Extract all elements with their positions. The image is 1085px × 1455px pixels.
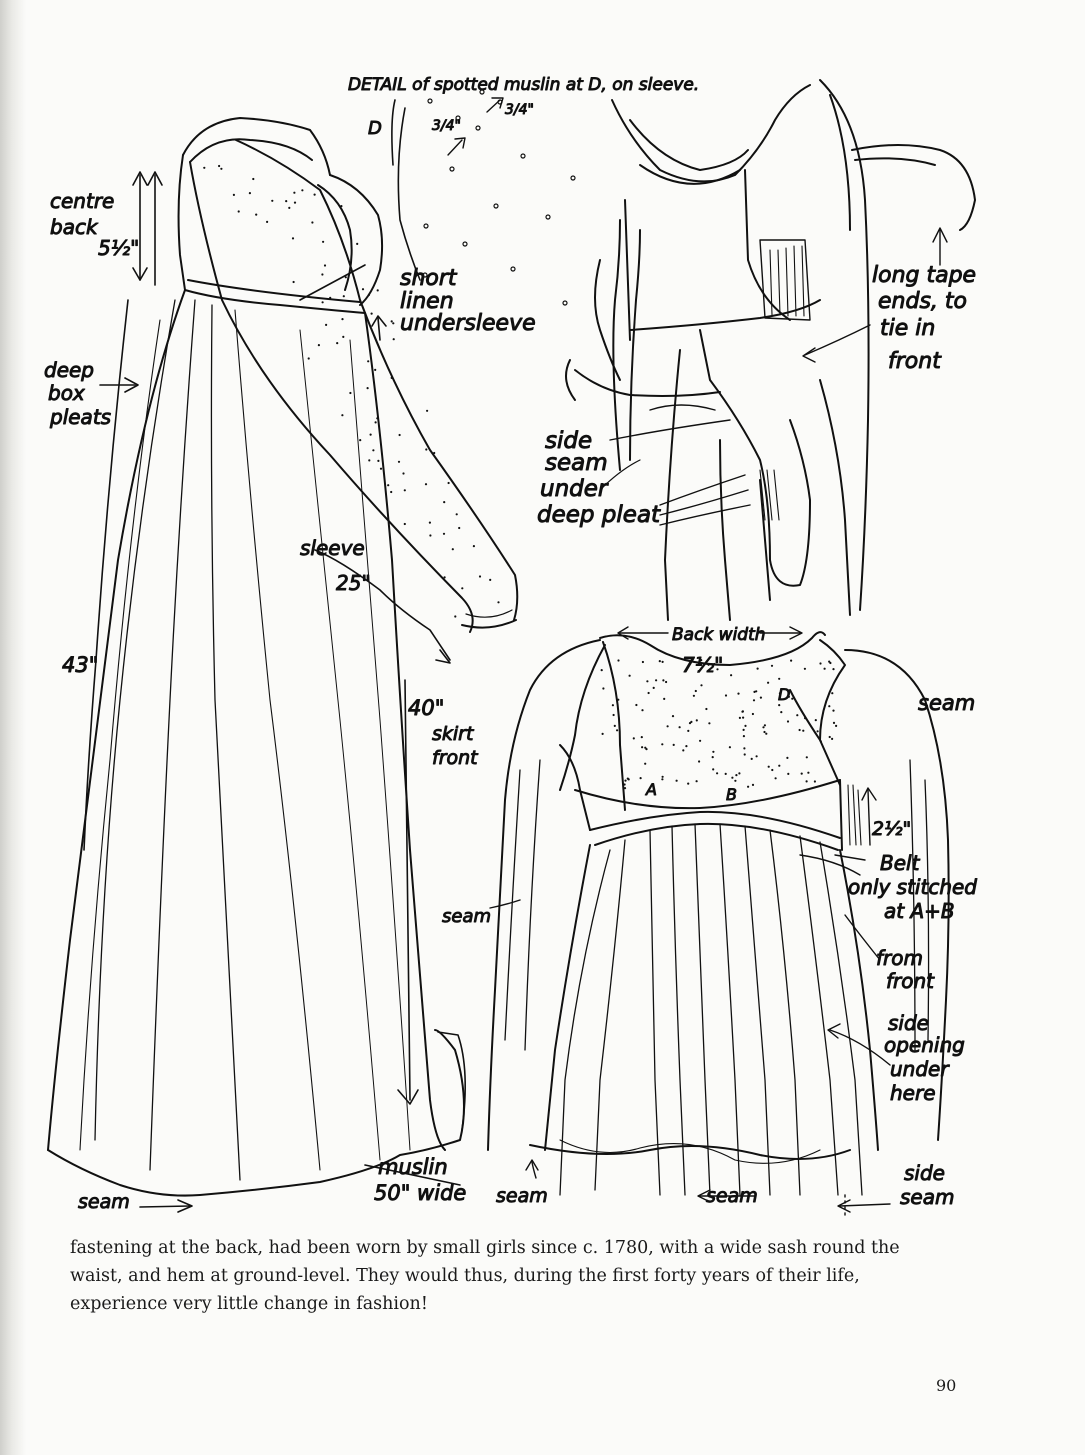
muslin-spot	[819, 662, 821, 664]
muslin-spot	[755, 690, 757, 692]
muslin-spot	[804, 717, 806, 719]
muslin-spot	[391, 377, 393, 379]
muslin-spot	[712, 751, 714, 753]
long-tape-2: ends, to	[878, 289, 967, 314]
centre-back-value: 5½"	[98, 236, 140, 260]
seam-left-label: seam	[442, 906, 492, 927]
muslin-spot	[340, 205, 342, 207]
seam-bottom-1: seam	[78, 1191, 130, 1213]
muslin-spot	[325, 324, 327, 326]
muslin-spot	[233, 194, 235, 196]
muslin-spot	[426, 410, 428, 412]
muslin-spot	[399, 434, 401, 436]
muslin-spot	[778, 765, 780, 767]
muslin-spot	[731, 777, 733, 779]
muslin-label-1: muslin	[378, 1155, 448, 1179]
muslin-spot	[699, 740, 701, 742]
muslin-spot	[780, 711, 782, 713]
muslin-spot	[661, 778, 663, 780]
muslin-spot	[367, 360, 369, 362]
muslin-spot	[322, 241, 324, 243]
back-view-dots	[601, 659, 838, 789]
muslin-spot	[645, 748, 647, 750]
muslin-spot	[835, 725, 837, 727]
from-front-2: front	[886, 969, 935, 993]
detail-title: DETAIL of spotted muslin at D, on sleeve.	[348, 75, 700, 95]
detail-d-label: D	[368, 118, 382, 139]
muslin-spot	[734, 780, 736, 782]
muslin-spot	[829, 736, 831, 738]
muslin-spot	[285, 200, 287, 202]
muslin-spot	[801, 773, 803, 775]
seam-bottom-3: seam	[706, 1185, 758, 1207]
belt-label-1: Belt	[880, 851, 920, 875]
muslin-spot	[635, 704, 637, 706]
muslin-spot	[614, 725, 616, 727]
muslin-spot	[479, 575, 481, 577]
muslin-spot	[778, 704, 780, 706]
muslin-spot	[293, 192, 295, 194]
muslin-spot	[336, 342, 338, 344]
muslin-spot	[807, 772, 809, 774]
belt-label-3: at A+B	[884, 899, 955, 923]
muslin-spot	[266, 221, 268, 223]
deep-box-pleats-3: pleats	[50, 405, 112, 429]
back-width-label: Back width	[672, 625, 766, 645]
muslin-spot	[249, 192, 251, 194]
muslin-spot	[341, 318, 343, 320]
muslin-spot	[641, 736, 643, 738]
side-opening-3: under	[890, 1057, 949, 1081]
muslin-spot	[343, 295, 345, 297]
muslin-spot	[725, 694, 727, 696]
muslin-spot	[393, 338, 395, 340]
muslin-spot	[786, 757, 788, 759]
muslin-spot	[402, 472, 404, 474]
muslin-spot	[696, 719, 698, 721]
muslin-spot	[814, 780, 816, 782]
muslin-spot	[452, 548, 454, 550]
muslin-spot	[655, 679, 657, 681]
side-seam-bottom-2: seam	[900, 1185, 955, 1209]
muslin-spot	[831, 738, 833, 740]
muslin-spot	[787, 720, 789, 722]
side-opening-1: side	[888, 1011, 929, 1035]
muslin-spot	[685, 745, 687, 747]
muslin-spot	[425, 448, 427, 450]
muslin-spot	[765, 733, 767, 735]
muslin-spot	[294, 202, 296, 204]
muslin-spot	[377, 460, 379, 462]
muslin-spot	[662, 661, 664, 663]
muslin-spot	[376, 417, 378, 419]
muslin-spot	[832, 710, 834, 712]
muslin-spot	[322, 301, 324, 303]
muslin-spot	[425, 483, 427, 485]
muslin-spot	[359, 439, 361, 441]
muslin-spot	[318, 344, 320, 346]
back-view-pleats	[505, 760, 929, 1195]
muslin-spot	[831, 692, 833, 694]
muslin-spot	[752, 713, 754, 715]
muslin-spot	[238, 210, 240, 212]
long-tape-4: front	[888, 349, 941, 374]
muslin-spot	[370, 434, 372, 436]
side-opening-2: opening	[884, 1033, 965, 1057]
muslin-spot	[443, 533, 445, 535]
muslin-spot	[311, 221, 313, 223]
muslin-spot	[730, 674, 732, 676]
muslin-spot	[661, 743, 663, 745]
muslin-spot	[696, 780, 698, 782]
muslin-spot	[301, 189, 303, 191]
muslin-spot	[497, 601, 499, 603]
muslin-spot	[624, 780, 626, 782]
muslin-spot	[751, 758, 753, 760]
muslin-spot	[624, 787, 626, 789]
muslin-spot	[832, 668, 834, 670]
muslin-spot	[341, 414, 343, 416]
short-undersleeve-3: undersleeve	[400, 311, 536, 336]
muslin-spot	[218, 165, 220, 167]
muslin-spot	[673, 744, 675, 746]
muslin-spot	[778, 678, 780, 680]
muslin-spot	[640, 777, 642, 779]
side-seam-label-1: side	[545, 428, 593, 454]
side-seam-label-3: under	[540, 476, 608, 502]
muslin-spot	[767, 682, 769, 684]
muslin-spot	[771, 769, 773, 771]
muslin-spot	[787, 773, 789, 775]
body-line-1: fastening at the back, had been worn by small girls since c. 1780, with a wide sash round the	[70, 1238, 900, 1258]
long-tape-3: tie in	[880, 316, 936, 341]
muslin-spot	[665, 681, 667, 683]
muslin-spot	[454, 615, 456, 617]
muslin-spot	[775, 777, 777, 779]
muslin-spot	[392, 322, 394, 324]
muslin-spot	[387, 484, 389, 486]
muslin-spot	[676, 780, 678, 782]
muslin-spot	[682, 749, 684, 751]
muslin-spot	[672, 715, 674, 717]
muslin-spot	[771, 665, 773, 667]
muslin-spot	[753, 699, 755, 701]
muslin-spot	[489, 579, 491, 581]
muslin-spot	[456, 513, 458, 515]
muslin-spot	[404, 523, 406, 525]
muslin-spot	[663, 698, 665, 700]
muslin-spot	[752, 784, 754, 786]
muslin-spot	[735, 774, 737, 776]
muslin-spot	[802, 730, 804, 732]
muslin-spot	[806, 780, 808, 782]
muslin-spot	[667, 725, 669, 727]
muslin-spot	[627, 778, 629, 780]
muslin-spot	[790, 660, 792, 662]
muslin-spot	[743, 729, 745, 731]
muslin-spot	[833, 722, 835, 724]
page-number: 90	[936, 1376, 957, 1395]
muslin-spot	[308, 357, 310, 359]
muslin-spot	[743, 735, 745, 737]
side-seam-bottom-1: side	[904, 1161, 945, 1185]
muslin-spot	[314, 194, 316, 196]
muslin-spot	[662, 679, 664, 681]
muslin-spot	[602, 733, 604, 735]
belt-width-value: 2½"	[872, 818, 912, 840]
muslin-spot	[687, 730, 689, 732]
short-undersleeve-2: linen	[400, 289, 454, 314]
muslin-spot	[461, 587, 463, 589]
muslin-spot	[764, 724, 766, 726]
muslin-spot	[624, 783, 626, 785]
point-a-label: A	[646, 780, 657, 799]
muslin-spot	[739, 717, 741, 719]
muslin-spot	[737, 693, 739, 695]
muslin-spot	[293, 281, 295, 283]
muslin-spot	[368, 459, 370, 461]
short-undersleeve-1: short	[400, 266, 457, 291]
muslin-spot	[633, 737, 635, 739]
muslin-spot	[744, 725, 746, 727]
muslin-spot	[617, 699, 619, 701]
muslin-spot	[743, 747, 745, 749]
muslin-spot	[796, 714, 798, 716]
muslin-label-2: 50" wide	[374, 1181, 467, 1205]
muslin-spot	[255, 214, 257, 216]
muslin-spot	[641, 746, 643, 748]
muslin-spot	[815, 719, 817, 721]
muslin-spot	[708, 722, 710, 724]
muslin-spot	[367, 387, 369, 389]
skirt-front-2: front	[432, 747, 478, 769]
long-tape-1: long tape	[872, 263, 977, 288]
muslin-spot	[448, 482, 450, 484]
muslin-spot	[689, 722, 691, 724]
body-line-3: experience very little change in fashion!	[70, 1294, 428, 1314]
sleeve-label: sleeve	[300, 536, 365, 560]
back-view-hatching	[848, 785, 861, 845]
muslin-spot	[693, 695, 695, 697]
muslin-spot	[641, 709, 643, 711]
muslin-spot	[824, 668, 826, 670]
side-seam-label-2: seam	[545, 450, 608, 476]
muslin-spot	[760, 697, 762, 699]
muslin-spot	[695, 690, 697, 692]
muslin-spot	[433, 452, 435, 454]
seam-right-label: seam	[918, 691, 976, 715]
muslin-spot	[324, 264, 326, 266]
muslin-spot	[601, 669, 603, 671]
muslin-spot	[642, 661, 644, 663]
muslin-spot	[374, 369, 376, 371]
detail-three-quarter-1: 3/4"	[432, 118, 461, 134]
muslin-spot	[375, 421, 377, 423]
detail-edge-lines	[392, 100, 420, 280]
muslin-spot	[799, 729, 801, 731]
body-paragraph	[70, 1234, 960, 1318]
muslin-spot	[806, 756, 808, 758]
muslin-spot	[429, 534, 431, 536]
muslin-spot	[804, 668, 806, 670]
muslin-spot	[444, 576, 446, 578]
muslin-spot	[404, 489, 406, 491]
muslin-spot	[616, 729, 618, 731]
muslin-spot	[700, 684, 702, 686]
muslin-spot	[398, 461, 400, 463]
muslin-spot	[756, 755, 758, 757]
muslin-spot	[644, 763, 646, 765]
muslin-spot	[762, 726, 764, 728]
muslin-spot	[252, 178, 254, 180]
back-view-measurements	[490, 627, 890, 1215]
muslin-spot	[679, 726, 681, 728]
muslin-spot	[738, 772, 740, 774]
muslin-spot	[473, 545, 475, 547]
muslin-spot	[203, 167, 205, 169]
muslin-spot	[458, 527, 460, 529]
muslin-spot	[712, 768, 714, 770]
muslin-spot	[380, 468, 382, 470]
length-40-label: 40"	[408, 696, 445, 720]
muslin-spot	[390, 491, 392, 493]
muslin-spot	[368, 294, 370, 296]
muslin-spot	[349, 392, 351, 394]
muslin-spot	[817, 730, 819, 732]
muslin-spot	[828, 661, 830, 663]
muslin-spot	[662, 776, 664, 778]
bodice-detail-hatching	[760, 246, 804, 520]
muslin-spot	[757, 668, 759, 670]
muslin-spot	[653, 687, 655, 689]
muslin-spot	[716, 772, 718, 774]
back-width-value: 7½"	[682, 653, 724, 677]
muslin-spot	[371, 313, 373, 315]
muslin-spot	[602, 687, 604, 689]
muslin-spot	[613, 714, 615, 716]
muslin-spot	[617, 659, 619, 661]
deep-box-pleats-1: deep	[44, 358, 94, 382]
muslin-spot	[321, 273, 323, 275]
muslin-spot	[763, 731, 765, 733]
muslin-spot	[342, 336, 344, 338]
centre-back-label-1: centre	[50, 189, 115, 213]
muslin-spot	[391, 320, 393, 322]
sleeve-value: 25"	[336, 571, 371, 595]
muslin-spot	[687, 783, 689, 785]
muslin-spot	[288, 207, 290, 209]
from-front-1: from	[876, 946, 923, 970]
muslin-spot	[791, 698, 793, 700]
muslin-spot	[741, 711, 743, 713]
muslin-spot	[362, 288, 364, 290]
length-43-label: 43"	[62, 653, 99, 677]
belt-label-2: only stitched	[848, 875, 977, 899]
muslin-spot	[429, 522, 431, 524]
muslin-spot	[705, 708, 707, 710]
muslin-spot	[698, 760, 700, 762]
muslin-spot	[646, 680, 648, 682]
annotations	[44, 75, 977, 1213]
muslin-spot	[356, 243, 358, 245]
muslin-spot	[443, 501, 445, 503]
muslin-spot	[659, 660, 661, 662]
muslin-spot	[629, 675, 631, 677]
muslin-spot	[768, 766, 770, 768]
skirt-front-1: skirt	[432, 723, 474, 745]
muslin-spot	[712, 756, 714, 758]
detail-three-quarter-2: 3/4"	[505, 102, 534, 118]
muslin-spot	[329, 297, 331, 299]
deep-box-pleats-2: box	[48, 381, 85, 405]
muslin-spot	[725, 773, 727, 775]
seam-bottom-2: seam	[496, 1185, 548, 1207]
muslin-spot	[292, 237, 294, 239]
muslin-spot	[820, 740, 822, 742]
muslin-spot	[612, 704, 614, 706]
muslin-spot	[729, 746, 731, 748]
muslin-spot	[744, 753, 746, 755]
muslin-spot	[828, 705, 830, 707]
side-opening-4: here	[890, 1081, 936, 1105]
muslin-spot	[220, 168, 222, 170]
muslin-spot	[742, 717, 744, 719]
point-b-label: B	[726, 785, 737, 804]
body-line-2: waist, and hem at ground-level. They would thus, during the first forty years of their life,	[70, 1266, 860, 1286]
muslin-spot	[747, 786, 749, 788]
point-d-label: D	[778, 685, 791, 704]
muslin-spot	[648, 692, 650, 694]
centre-back-label-2: back	[50, 215, 98, 239]
muslin-spot	[271, 200, 273, 202]
side-seam-label-4: deep pleat	[537, 502, 661, 528]
muslin-spot	[377, 289, 379, 291]
muslin-spot	[372, 449, 374, 451]
